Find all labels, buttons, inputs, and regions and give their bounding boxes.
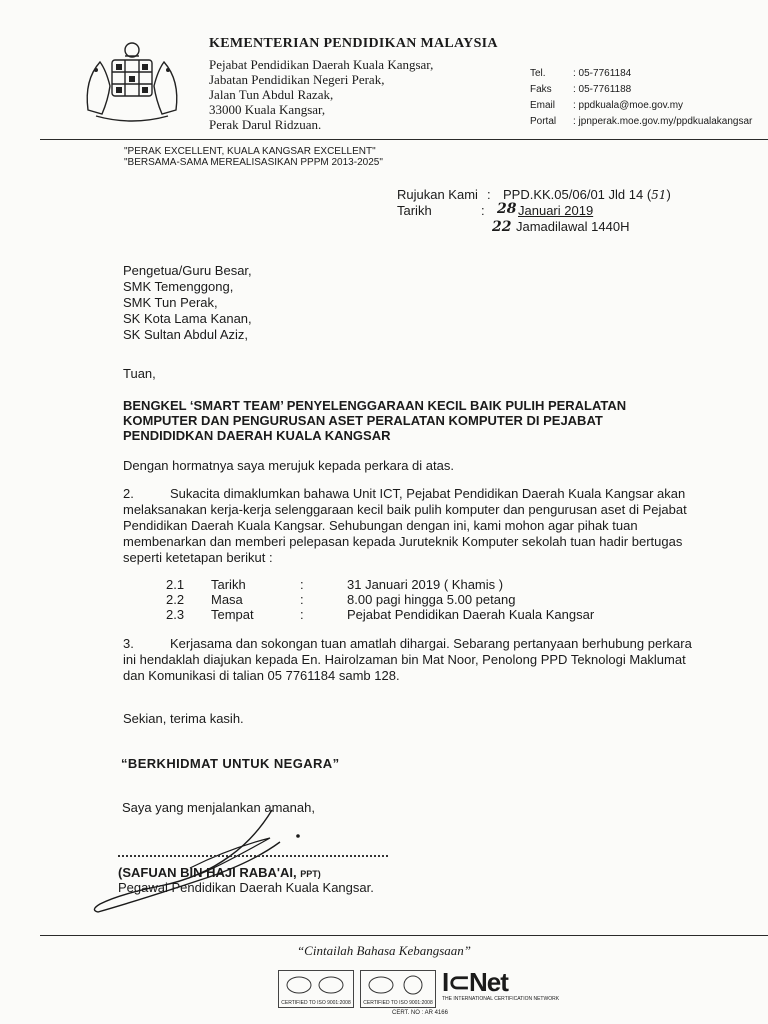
iso-cert-badge (360, 970, 436, 1008)
iqnet-logo (442, 967, 560, 1008)
office-motto: “BERKHIDMAT UNTUK NEGARA” (121, 756, 340, 771)
trust-line: Saya yang menjalankan amanah, (122, 800, 315, 815)
footer-divider (40, 935, 768, 936)
ministry-name: KEMENTERIAN PENDIDIKAN MALAYSIA (209, 36, 498, 51)
recipient-line: SMK Temenggong, (123, 279, 234, 294)
reference-number-text: PPD.KK.05/06/01 Jld 14 ( (503, 187, 652, 202)
paragraph-number: 3. (123, 636, 134, 651)
hijri-handwritten-day: 22 (492, 219, 512, 235)
reference-label: Rujukan Kami (397, 187, 478, 202)
detail-value: 8.00 pagi hingga 5.00 petang (347, 592, 516, 607)
date-colon: : (481, 203, 485, 218)
paragraph-line: Kerjasama dan sokongan tuan amatlah dihargai. Sebarang pertanyaan berhubung perkara (170, 636, 692, 651)
reference-number (503, 187, 671, 202)
cert-seal-icon (361, 971, 435, 1001)
detail-value: Pejabat Pendidikan Daerah Kuala Kangsar (347, 607, 595, 622)
salutation: Tuan, (123, 366, 156, 381)
detail-colon: : (300, 607, 304, 622)
paragraph-line: Pendidikan Daerah Kuala Kangsar. Sehubungan dengan ini, kami mohon agar pihak tuan (123, 518, 638, 533)
detail-colon: : (300, 592, 304, 607)
detail-label: Tempat (211, 607, 254, 622)
iqnet-brand: I⊂Net (442, 967, 508, 997)
slogan-line: "PERAK EXCELLENT, KUALA KANGSAR EXCELLENT" (124, 146, 376, 157)
cert-caption: CERTIFIED TO ISO 9001:2008 (281, 1000, 351, 1006)
recipient-line: SMK Tun Perak, (123, 295, 218, 310)
opening-sentence: Dengan hormatnya saya merujuk kepada perkara di atas. (123, 458, 454, 473)
paragraph-line: Sukacita dimaklumkan bahawa Unit ICT, Pejabat Pendidikan Daerah Kuala Kangsar akan (170, 486, 686, 501)
footer-motto: “Cintailah Bahasa Kebangsaan” (296, 943, 472, 958)
slogan-line: "BERSAMA-SAMA MEREALISASIKAN PPPM 2013-2025" (124, 157, 383, 168)
iso-cert-badge (278, 970, 354, 1008)
date-handwritten-day: 28 (497, 201, 517, 217)
detail-value: 31 Januari 2019 ( Khamis ) (347, 577, 504, 592)
paragraph-line: membenarkan dan memberi pelepasan kepada Juruteknik Komputer sekolah tuan hadir bertugas (123, 534, 683, 549)
detail-label: Tarikh (211, 577, 246, 592)
address-line: Jabatan Pendidikan Negeri Perak, (209, 72, 385, 87)
iqnet-caption: THE INTERNATIONAL CERTIFICATION NETWORK (442, 996, 560, 1002)
recipient-line: SK Kota Lama Kanan, (123, 311, 252, 326)
tel-value: : 05-7761184 (573, 68, 632, 79)
date-value: Januari 2019 (518, 203, 594, 218)
detail-number: 2.1 (166, 577, 185, 592)
detail-number: 2.3 (166, 607, 185, 622)
address-line: 33000 Kuala Kangsar, (209, 102, 326, 117)
subject-line: KOMPUTER DAN PENGURUSAN ASET PERALATAN KOMPUTER DI PEJABAT (123, 413, 603, 428)
portal-value: : jpnperak.moe.gov.my/ppdkualakangsar (573, 116, 753, 127)
detail-number: 2.2 (166, 592, 185, 607)
address-line: Perak Darul Ridzuan. (209, 117, 322, 132)
email-value: : ppdkuala@moe.gov.my (573, 100, 684, 111)
recipient-line: SK Sultan Abdul Aziz, (123, 327, 249, 342)
hijri-date-value: Jamadilawal 1440H (516, 219, 630, 234)
coat-of-arms-emblem (78, 40, 186, 122)
paragraph-line: ini hendaklah diajukan kepada En. Hairolzaman bin Mat Noor, Penolong PPD Teknologi Maklumat (123, 652, 686, 667)
header-divider (40, 139, 768, 140)
address-line: Pejabat Pendidikan Daerah Kuala Kangsar, (209, 57, 434, 72)
fax-label: Faks (530, 84, 552, 95)
detail-label: Masa (211, 592, 243, 607)
signature-line (118, 855, 388, 857)
detail-colon: : (300, 577, 304, 592)
recipient-line: Pengetua/Guru Besar, (123, 263, 252, 278)
email-label: Email (530, 100, 556, 111)
subject-line: PENDIDIDKAN DAERAH KUALA KANGSAR (123, 428, 391, 443)
cert-seal-icon (279, 971, 353, 1001)
date-label: Tarikh (397, 203, 432, 218)
paragraph-line: seperti ketetapan berikut : (123, 550, 273, 565)
tel-label: Tel. (530, 68, 546, 79)
cert-number: CERT. NO : AR 4166 (392, 1010, 448, 1016)
handwritten-signature (80, 808, 330, 918)
reference-handwritten-number: 51 (651, 188, 667, 202)
address-line: Jalan Tun Abdul Razak, (209, 87, 334, 102)
reference-colon: : (487, 187, 491, 202)
closing-line: Sekian, terima kasih. (123, 711, 244, 726)
subject-line: BENGKEL ‘SMART TEAM’ PENYELENGGARAAN KECIL BAIK PULIH PERALATAN (123, 398, 627, 413)
paragraph-number: 2. (123, 486, 134, 501)
signatory-title-suffix: PPT) (300, 869, 321, 879)
signatory-position: Pegawai Pendidikan Daerah Kuala Kangsar. (118, 880, 374, 895)
paragraph-line: dan Komunikasi di talian 05 7761184 samb 128. (123, 668, 400, 683)
reference-close-paren: ) (666, 187, 671, 202)
signatory-name-text: (SAFUAN BIN HAJI RABA'AI, (118, 865, 297, 880)
paragraph-line: melaksanakan kerja-kerja selenggaraan kecil baik pulih komputer dan pengurusan aset di Pejabat (123, 502, 687, 517)
portal-label: Portal (530, 116, 557, 127)
cert-caption: CERTIFIED TO ISO 9001:2008 (363, 1000, 433, 1006)
fax-value: : 05-7761188 (573, 84, 632, 95)
